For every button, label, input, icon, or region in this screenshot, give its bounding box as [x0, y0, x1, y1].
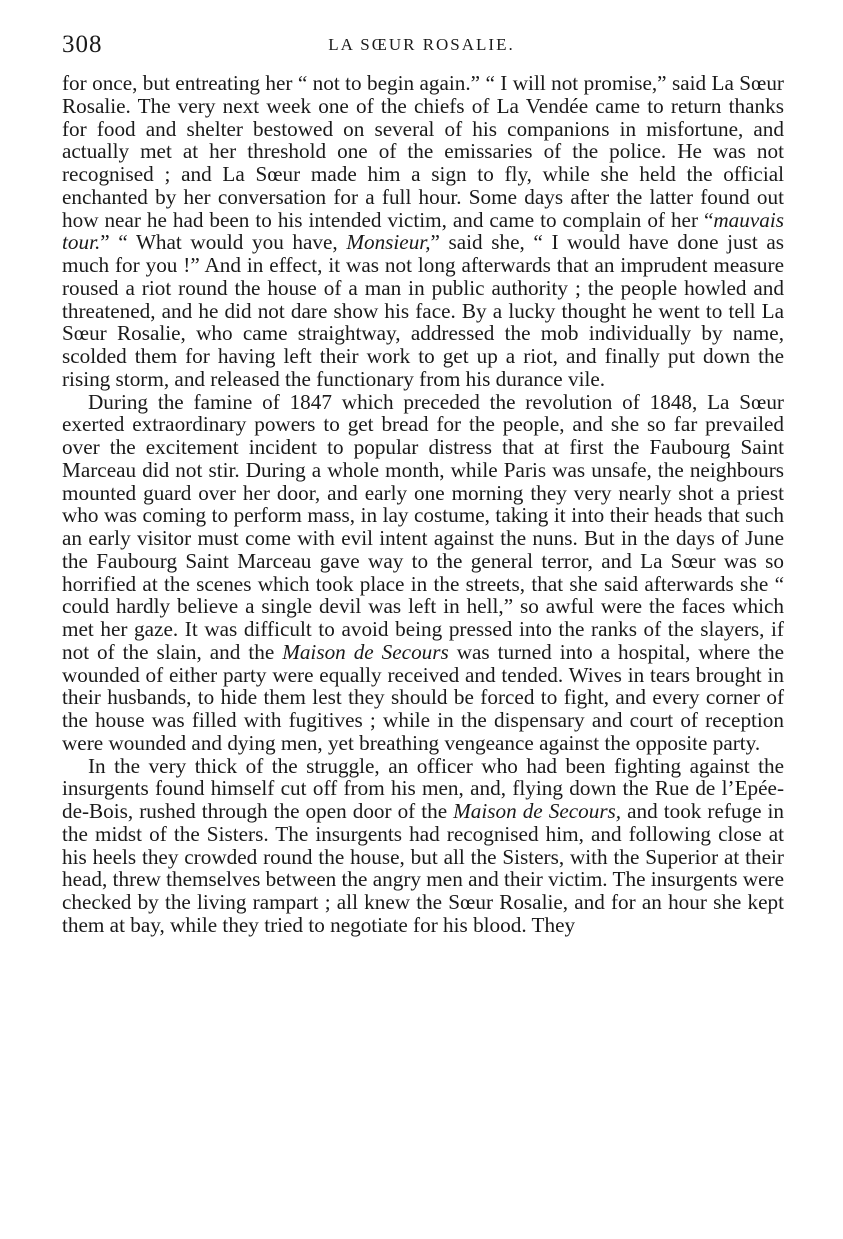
italic-phrase: Monsieur, [346, 230, 431, 255]
text-segment: for once, but entreating her “ not to begin again.” “ I will not promise,” said La Sœur Rosalie. The very next week one of the chiefs of La Vendée came to return thanks for food and shelter bestowed on several of his companions in misfortune, and actually met at her threshold one of the emissaries of the police. He was not recognised ; and La Sœur made him a sign to fly, while she held the official enchanted by her conversation for a full hour. Some days after the latter found out how near he had been to his intended victim, and came to complain of her “ [62, 71, 784, 232]
paragraph-2 [62, 391, 784, 755]
text-segment: In the very thick of the struggle, an officer who had been fighting against the insurgents found himself cut off from his men, and, flying down the Rue de l’Epée-de-Bois, rushed through the open door of the [62, 753, 784, 823]
text-segment: ” “ What would you have, [100, 230, 347, 255]
text-segment: During the famine of 1847 which preceded the revolution of 1848, La Sœur exerted extraordinary powers to get bread for the people, and she so far prevailed over the excitement incident to popular distress that at first the Faubourg Saint Marceau did not stir. During a whole month, while Paris was unsafe, the neighbours mounted guard over her door, and early one morning they very nearly shot a priest who was coming to perform mass, in lay costume, taking it into their heads that such an early visitor must come with evil intent against the nuns. But in the days of June the Faubourg Saint Marceau gave way to the general terror, and La Sœur was so horrified at the scenes which took place in the streets, that she said afterwards she “ could hardly believe a single devil was left in hell,” so awful were the faces which met her gaze. It was difficult to avoid being pressed into the ranks of the slayers, if not of the slain, and the [62, 389, 784, 664]
text-segment: was turned into a hospital, where the wounded of either party were equally received and tended. Wives in tears brought in their husbands, to hide them lest they should be forced to fight, and every corner of the house was filled with fugitives ; while in the dispensary and court of reception were wounded and dying men, yet breathing vengeance against the opposite party. [62, 639, 784, 755]
page-number: 308 [62, 31, 103, 58]
paragraph-3 [62, 755, 784, 937]
italic-phrase: mauvais tour. [62, 207, 784, 255]
body-text [62, 72, 784, 937]
text-segment: and took refuge in the midst of the Sisters. The insurgents had recognised him, and following close at his heels they crowded round the house, but all the Sisters, with the Superior at their head, threw themselves between the angry men and their victim. The insurgents were checked by the living rampart ; all knew the Sœur Rosalie, and for an hour she kept them at bay, while they tried to negotiate for his blood. They [62, 799, 785, 937]
italic-phrase: Maison de Secours, [453, 799, 622, 823]
running-title: LA SŒUR ROSALIE. [328, 35, 515, 54]
italic-phrase: Maison de Secours [282, 639, 449, 664]
text-segment: ” said she, “ I would have done just as much for you !” And in effect, it was not long afterwards that an imprudent measure roused a riot round the house of a man in public authority ; the people howled and threatened, and he did not dare show his face. By a lucky thought he went to tell La Sœur Rosalie, who came straightway, addressed the mob individually by name, scolded them for having left their work to get up a riot, and finally put down the rising storm, and released the functionary from his durance vile. [62, 230, 784, 391]
paragraph-1 [62, 72, 784, 391]
